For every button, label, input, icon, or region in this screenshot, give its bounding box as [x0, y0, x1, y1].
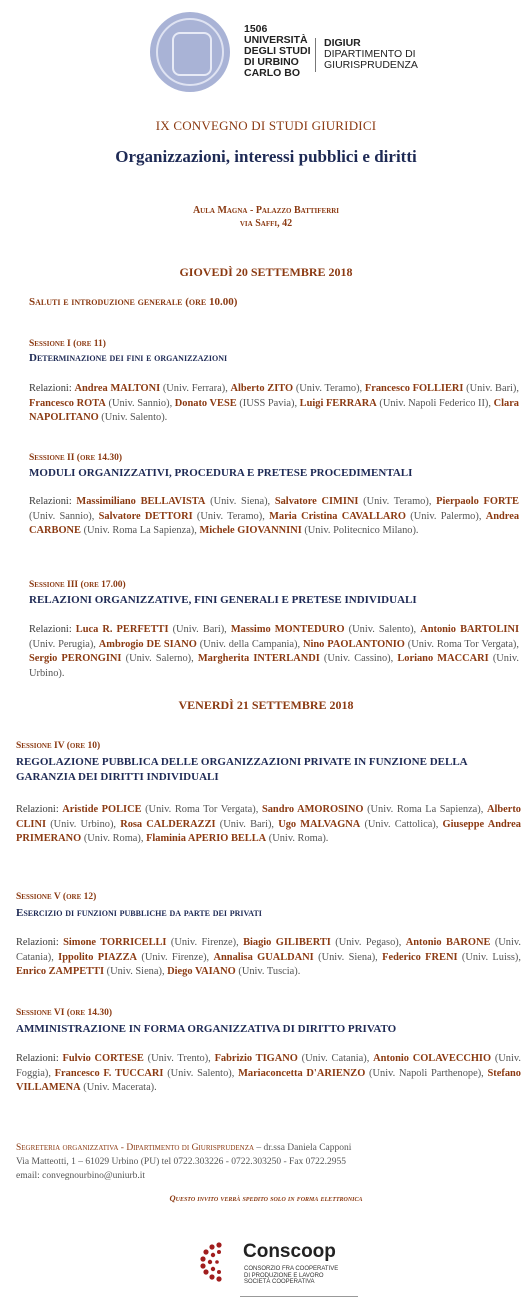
speaker-affiliation: (Univ. Ferrara),: [160, 383, 231, 394]
speaker-name: Sergio PERONGINI: [29, 653, 122, 664]
speaker-affiliation: (Univ. Siena),: [205, 496, 275, 507]
speaker-name: Andrea MALTONI: [74, 383, 161, 394]
speaker-name: Luigi FERRARA: [299, 397, 377, 409]
sponsor-subtitle: [244, 1266, 354, 1286]
session-label: Sessione III (ore 17.00): [29, 580, 126, 590]
session-speakers: [29, 495, 519, 539]
venue: [0, 204, 532, 230]
speaker-affiliation: (Univ. Pegaso),: [330, 937, 406, 948]
speakers-prefix: Relazioni:: [16, 937, 64, 948]
speaker-name: Giuseppe Andrea PRIMERANO: [16, 818, 521, 844]
speaker-affiliation: (Univ. Urbino),: [46, 818, 121, 830]
conference-edition: IX CONVEGNO DI STUDI GIURIDICI: [155, 118, 377, 133]
speaker-affiliation: (Univ. Urbino).: [29, 653, 519, 679]
speaker-affiliation: (Univ. Roma),: [81, 833, 147, 844]
footer-contacts: [16, 1141, 351, 1183]
speaker-affiliation: (Univ. Siena),: [104, 966, 168, 977]
speaker-affiliation: (Univ. Bari),: [463, 383, 519, 394]
sponsor-name: Conscoop: [243, 1241, 336, 1262]
footer-email[interactable]: email: convegnourbino@uniurb.it: [16, 1171, 146, 1181]
session-title: RELAZIONI ORGANIZZATIVE, FINI GENERALI E PRETESE INDIVIDUALI: [29, 594, 417, 606]
speaker-name: Andrea CARBONE: [29, 510, 520, 536]
speaker-name: Ambrogio DE SIANO: [98, 638, 197, 650]
speaker-name: Ippolito PIAZZA: [58, 951, 138, 963]
department-line: DIPARTIMENTO DI: [324, 48, 416, 60]
speaker-affiliation: (Univ. Teramo),: [293, 383, 365, 394]
speaker-affiliation: (Univ. Luiss),: [457, 951, 521, 963]
speaker-affiliation: (Univ. Foggia),: [16, 1053, 521, 1079]
speaker-affiliation: (Univ. Roma).: [266, 833, 329, 844]
session-label: Sessione I (ore 11): [29, 339, 106, 349]
speaker-affiliation: (Univ. Bari),: [168, 624, 231, 635]
speaker-affiliation: (Univ. Siena),: [313, 951, 383, 963]
speaker-name: Alberto ZITO: [230, 383, 294, 394]
speaker-name: Fulvio CORTESE: [62, 1053, 144, 1064]
speakers-prefix: Relazioni:: [29, 624, 76, 635]
speaker-affiliation: (Univ. Roma La Sapienza),: [80, 525, 200, 536]
speaker-name: Stefano VILLAMENA: [16, 1067, 521, 1093]
welcome-item: Saluti e introduzione generale (ore 10.00): [29, 296, 238, 308]
speaker-name: Simone TORRICELLI: [63, 937, 167, 948]
speaker-name: Aristide POLICE: [62, 804, 142, 815]
speakers-prefix: Relazioni:: [16, 804, 63, 815]
session-title: Esercizio di funzioni pubbliche da parte dei privati: [16, 907, 262, 919]
speaker-name: Alberto CLINI: [16, 804, 521, 830]
department-name: [324, 38, 418, 71]
footer-address: Via Matteotti, 1 – 61029 Urbino (PU) tel 0722.303226 - 0722.303250 - Fax 0722.2955: [16, 1157, 347, 1167]
speaker-affiliation: (Univ. Teramo),: [358, 496, 437, 507]
speaker-name: Loriano MACCARI: [397, 653, 489, 664]
speaker-affiliation: (Univ. Catania),: [16, 937, 521, 963]
speaker-name: Enrico ZAMPETTI: [16, 966, 105, 977]
speaker-affiliation: (Univ. Tuscia).: [235, 966, 301, 977]
speaker-name: Biagio GILIBERTI: [243, 937, 331, 948]
session-title: AMMINISTRAZIONE IN FORMA ORGANIZZATIVA DI DIRITTO PRIVATO: [16, 1023, 397, 1035]
session-label: Sessione II (ore 14.30): [29, 453, 123, 463]
speaker-affiliation: (Univ. Firenze),: [137, 951, 214, 963]
footer-contact: – dr.ssa Daniela Capponi: [254, 1143, 352, 1153]
footer-rule: [240, 1296, 358, 1297]
session-label: Sessione V (ore 12): [16, 892, 97, 902]
university-line: DEGLI STUDI: [244, 45, 311, 57]
session-label: Sessione VI (ore 14.30): [16, 1008, 113, 1018]
speaker-name: Francesco F. TUCCARI: [54, 1067, 164, 1079]
university-seal-icon: [150, 12, 230, 92]
footer-org: Segreteria organizzativa - Dipartimento di Giurisprudenza: [16, 1143, 255, 1153]
session-title: REGOLAZIONE PUBBLICA DELLE ORGANIZZAZIONI PRIVATE IN FUNZIONE DELLA GARANZIA DEI DIRITTI INDIVIDUALI: [16, 756, 467, 783]
session-speakers: [29, 382, 519, 426]
speaker-name: Massimiliano BELLAVISTA: [76, 496, 206, 507]
conference-title: Organizzazioni, interessi pubblici e diritti: [115, 147, 417, 166]
speaker-name: Rosa CALDERAZZI: [120, 818, 216, 830]
day-heading: GIOVEDÌ 20 SETTEMBRE 2018: [179, 265, 353, 279]
speaker-name: Antonio COLAVECCHIO: [373, 1053, 492, 1064]
speaker-affiliation: (Univ. Napoli Federico II),: [376, 397, 494, 409]
speaker-affiliation: (Univ. Roma Tor Vergata),: [404, 638, 519, 650]
session-label: Sessione IV (ore 10): [16, 741, 101, 751]
session-title: MODULI ORGANIZZATIVI, PROCEDURA E PRETESE PROCEDIMENTALI: [29, 467, 413, 479]
session-speakers: [29, 623, 519, 681]
university-line: CARLO BO: [244, 67, 300, 79]
footer-org-line: [16, 1141, 351, 1155]
speaker-name: Diego VAIANO: [167, 966, 236, 977]
sponsor-sub-line: SOCIETÀ COOPERATIVA: [244, 1279, 315, 1285]
speaker-affiliation: (Univ. Roma La Sapienza),: [363, 804, 487, 815]
speaker-affiliation: (Univ. Bari),: [215, 818, 279, 830]
speaker-affiliation: (Univ. Firenze),: [166, 937, 244, 948]
department-code: DIGIUR: [324, 37, 361, 49]
speaker-name: Flaminia APERIO BELLA: [146, 833, 267, 844]
speaker-affiliation: (Univ. Politecnico Milano).: [301, 525, 419, 536]
speaker-name: Michele GIOVANNINI: [199, 525, 302, 536]
speaker-name: Donato VESE: [174, 397, 237, 409]
speaker-name: Antonio BARTOLINI: [420, 624, 519, 635]
speaker-affiliation: (Univ. Cattolica),: [360, 818, 443, 830]
conscoop-logo-icon: [197, 1239, 241, 1283]
speaker-name: Luca R. PERFETTI: [75, 624, 169, 635]
university-line: DI URBINO: [244, 56, 299, 68]
speaker-affiliation: (Univ. Teramo),: [192, 510, 270, 522]
speaker-affiliation: (IUSS Pavia),: [236, 397, 300, 409]
speaker-name: Sandro AMOROSINO: [261, 804, 364, 815]
speaker-name: Margherita INTERLANDI: [197, 653, 320, 664]
speaker-affiliation: (Univ. Salento).: [98, 412, 168, 423]
speaker-name: Mariaconcetta D'ARIENZO: [238, 1067, 366, 1079]
speaker-name: Francesco FOLLIERI: [364, 383, 464, 394]
university-name: [244, 24, 314, 79]
speaker-affiliation: (Univ. Sannio),: [105, 397, 175, 409]
speaker-affiliation: (Univ. Palermo),: [406, 510, 486, 522]
university-line: UNIVERSITÀ: [244, 34, 308, 46]
speaker-affiliation: (Univ. della Campania),: [196, 638, 304, 650]
speaker-affiliation: (Univ. Macerata).: [80, 1082, 157, 1093]
day-heading: VENERDÌ 21 SETTEMBRE 2018: [178, 698, 354, 712]
speaker-name: Francesco ROTA: [29, 397, 106, 409]
speaker-name: Nino PAOLANTONIO: [303, 638, 405, 650]
electronic-only-notice: Questo invito verrà spedito solo in forma elettronica: [169, 1193, 363, 1203]
header-divider: [315, 38, 316, 72]
speaker-name: Salvatore CIMINI: [274, 496, 359, 507]
venue-line: Aula Magna - Palazzo Battiferri: [192, 205, 340, 216]
speaker-name: Fabrizio TIGANO: [214, 1053, 298, 1064]
session-speakers: [16, 803, 521, 847]
speaker-affiliation: (Univ. Roma Tor Vergata),: [141, 804, 262, 815]
speaker-name: Antonio BARONE: [405, 937, 491, 948]
venue-address: via Saffi, 42: [239, 218, 293, 229]
speakers-prefix: Relazioni:: [29, 383, 75, 394]
speaker-affiliation: (Univ. Cassino),: [319, 653, 398, 664]
speaker-name: Annalisa GUALDANI: [213, 951, 314, 963]
speakers-prefix: Relazioni:: [29, 496, 77, 507]
department-line: GIURISPRUDENZA: [324, 59, 418, 71]
speaker-name: Clara NAPOLITANO: [29, 397, 520, 423]
university-line: 1506: [244, 23, 268, 35]
speaker-affiliation: (Univ. Trento),: [143, 1053, 215, 1064]
session-title: Determinazione dei fini e organizzazioni: [29, 352, 228, 364]
speaker-affiliation: (Univ. Salento),: [344, 624, 421, 635]
speaker-affiliation: (Univ. Napoli Parthenope),: [365, 1067, 488, 1079]
sponsor-sub-line: CONSORZIO FRA COOPERATIVE: [244, 1266, 339, 1272]
speaker-affiliation: (Univ. Perugia),: [29, 638, 99, 650]
speaker-name: Massimo MONTEDURO: [230, 624, 345, 635]
session-speakers: [16, 1052, 521, 1096]
session-speakers: [16, 936, 521, 980]
speaker-name: Federico FRENI: [382, 951, 458, 963]
speakers-prefix: Relazioni:: [16, 1053, 63, 1064]
speaker-name: Ugo MALVAGNA: [278, 818, 361, 830]
speaker-name: Salvatore DETTORI: [98, 510, 193, 522]
speaker-affiliation: (Univ. Salento),: [163, 1067, 239, 1079]
speaker-name: Maria Cristina CAVALLARO: [269, 510, 407, 522]
speaker-affiliation: (Univ. Salerno),: [121, 653, 198, 664]
speaker-affiliation: (Univ. Catania),: [297, 1053, 374, 1064]
speaker-affiliation: (Univ. Sannio),: [29, 510, 99, 522]
sponsor-sub-line: DI PRODUZIONE E LAVORO: [244, 1272, 324, 1279]
speaker-name: Pierpaolo FORTE: [436, 496, 519, 507]
